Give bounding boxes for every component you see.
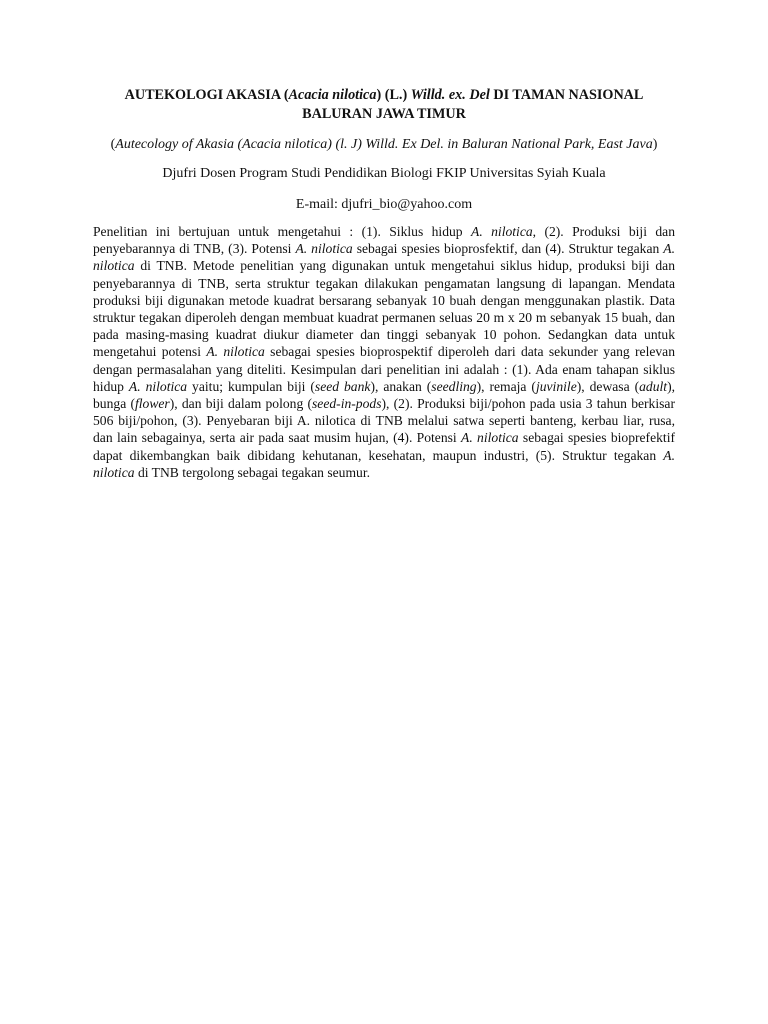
abstract-text: di TNB tergolong sebagai tegakan seumur. xyxy=(134,464,371,480)
paper-title xyxy=(93,86,675,124)
subtitle-text: Autecology of Akasia (Acacia nilotica) (l. J) Willd. Ex Del. in Baluran National Park, East Java xyxy=(115,137,653,152)
abstract-text: ), (2). Produksi biji/pohon pada usia 3 tahun berkisar 506 biji/pohon, (3). Penyebaran biji A. nilotica di TNB melalui satwa seperti banteng, kerbau liar, rusa, dan lain sebagainya, serta air pada saat musim hujan, (4). Potensi xyxy=(93,396,675,446)
subtitle-close-paren: ) xyxy=(652,137,658,152)
abstract-text: ), anakan ( xyxy=(370,378,432,394)
abstract-text: di TNB. Metode penelitian yang digunakan untuk mengetahui siklus hidup, produksi biji dan penyebarannya di TNB, serta struktur tegakan dilakukan pengamatan langsung di lapangan. Mendata produksi biji digunakan metode kuadrat bersarang sebanyak 10 buah dengan menggunakan plastik. Data struktur tegakan diperoleh dengan membuat kuadrat permanen seluas 20 m x 20 m sebanyak 15 buah, dan pada masing-masing kuadrat diukur diameter dan tinggi sebanyak 10 pohon. Sedangkan data untuk mengetahui potensi xyxy=(93,258,675,360)
abstract-text: Penelitian ini bertujuan untuk mengetahui : (1). Siklus hidup xyxy=(93,224,472,239)
species-name: A. nilotica xyxy=(206,344,265,360)
species-name: A. nilotica xyxy=(471,224,533,239)
abstract-text: ), dan biji dalam polong ( xyxy=(169,396,313,412)
author-email: E-mail: djufri_bio@yahoo.com xyxy=(295,197,473,212)
title-segment: AUTEKOLOGI AKASIA ( xyxy=(124,87,289,103)
title-species: Acacia nilotica xyxy=(288,87,377,103)
title-segment: ) (L.) xyxy=(376,87,411,103)
subtitle-open-paren: ( xyxy=(110,137,116,152)
abstract-text: yaitu; kumpulan biji ( xyxy=(187,378,315,394)
abstract-text: , (2). Produksi biji dan penyebarannya di TNB, (3). Potensi xyxy=(93,224,675,257)
species-name: A. nilotica xyxy=(295,241,353,257)
species-name: A. nilotica xyxy=(461,430,519,446)
abstract-text: sebagai spesies bioprospektif diperoleh dari data sekunder yang relevan dengan permasalahan yang diteliti. Kesimpulan dari penelitian ini adalah : (1). Ada enam tahapan siklus hidup xyxy=(93,344,676,394)
title-segment: DI TAMAN NASIONAL BALURAN JAWA TIMUR xyxy=(302,87,644,122)
life-stage-term: flower xyxy=(134,396,170,412)
abstract-paragraph xyxy=(93,223,675,481)
abstract-text: sebagai spesies bioprosfektif, dan (4). Struktur tegakan xyxy=(352,241,664,257)
species-name: A. nilotica xyxy=(128,378,188,394)
title-authority: Willd. ex. Del xyxy=(410,87,490,103)
life-stage-term: juvinile xyxy=(535,378,577,394)
life-stage-term: seed bank xyxy=(314,378,371,394)
life-stage-term: seedling xyxy=(431,378,477,394)
english-title xyxy=(93,135,675,154)
abstract-text: ), bunga ( xyxy=(93,378,675,412)
life-stage-term: adult xyxy=(639,378,668,394)
life-stage-term: seed-in-pods xyxy=(312,396,382,412)
species-name: A. nilotica xyxy=(93,447,675,480)
abstract-text: ), dewasa ( xyxy=(576,378,640,394)
author-affiliation: Djufri Dosen Program Studi Pendidikan Biologi FKIP Universitas Syiah Kuala xyxy=(162,166,606,181)
abstract-text: ), remaja ( xyxy=(476,378,536,394)
abstract-text: sebagai spesies bioprefektif dapat dikembangkan baik dibidang kehutanan, kesehatan, maupun industri, (5). Struktur tegakan xyxy=(93,430,675,463)
species-name: A. nilotica xyxy=(93,241,675,274)
